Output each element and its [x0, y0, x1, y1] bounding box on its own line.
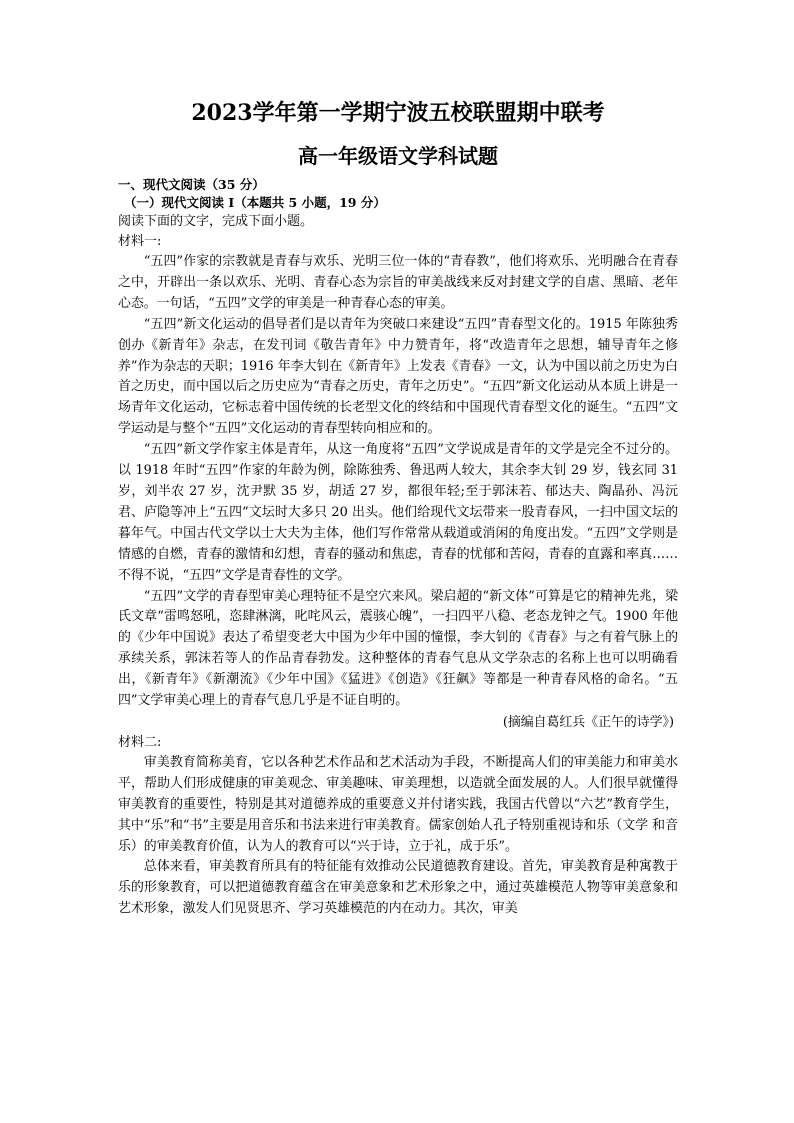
exam-subtitle: 高一年级语文学科试题	[298, 144, 498, 168]
exam-title: 2023学年第一学期宁波五校联盟期中联考	[191, 100, 605, 126]
section-heading: 一、现代文阅读（35 分）	[118, 177, 265, 192]
material-one-source: (摘编自葛红兵《正午的诗学》)	[502, 714, 674, 730]
material-two-paragraph: 总体来看，审美教育所具有的特征能有效推动公民道德教育建设。首先，审美教育是种寓教于 乐的形象教育，可以把道德教育蕴含在审美意象和艺术形象之中，通过英雄模范人物等审美意象和 艺术形象，激发人们见贤思齐、学习英雄模范的内在动力。其次，审美	[118, 859, 678, 917]
material-two-paragraph: 审美教育简称美育，它以各种艺术作品和艺术活动为手段，不断提高人们的审美能力和审美水平，帮助人们形成健康的审美观念、审美趣味、审美理想，以造就全面发展的人。人们很早就懂得审美教育的重要性，特别是其对道德养成的重要意义并付诸实践，我国古代曾以“六艺”教育学生，其中“乐”和“书”主要是用音乐和书法来进行审美教育。儒家创始人孔子特别重视诗和乐（文学 和音乐）的审美教育价值，认为人的教育可以“兴于诗，立于礼，成于乐”。	[118, 754, 678, 854]
reading-instruction: 阅读下面的文字，完成下面小题。	[118, 214, 314, 229]
material-one-paragraph: “五四”文学的青春型审美心理特征不是空穴来风。梁启超的“新文体”可算是它的精神先兆，梁氏文章“雷鸣怒吼，恣肆淋漓，叱咤风云，震骇心魄”，一扫四平八稳、老态龙钟之气。1900 年他的《少年中国说》表达了希望变老大中国为少年中国的憧憬，李大钊的《青春》与之有着气脉上的承续关系，郭沫若等人的作品青春勃发。这种整体的青春气息从文学杂志的名称上也可以明确看出，《新青年》《新潮流》《少年中国》《猛进》《创造》《狂飙》等都是一种青春风格的命名。“五四”文学审美心理上的青春气息几乎是不证自明的。	[118, 588, 678, 709]
material-one-label: 材料一:	[118, 234, 162, 249]
exam-page	[118, 98, 678, 920]
material-one-paragraph: “五四”新文化运动的倡导者们是以青年为突破口来建设“五四”青春型文化的。1915 年陈独秀创办《新青年》杂志，在发刊词《敬告青年》中力赞青年，将“改造青年之思想，辅导青年之修养”作为杂志的天职；1916 年李大钊在《新青年》上发表《青春》一文，认为中国以前之历史为白首之历史，而中国以后之历史应为“青春之历史，青年之历史”。“五四”新文化运动从本质上讲是一场青年文化运动，它标志着中国传统的长老型文化的终结和中国现代青春型文化的诞生。“五四”文学运动是与整个“五四”文化运动的青春型转向相应和的。	[118, 316, 678, 437]
material-two-label: 材料二:	[118, 734, 162, 750]
material-one-paragraph: “五四”作家的宗教就是青春与欢乐、光明三位一体的“青春教”，他们将欢乐、光明融合在青春之中，开辟出一条以欢乐、光明、青春心态为宗旨的审美战线来反对封建文学的自虐、黑暗、老年心态。一句话，“五四”文学的审美是一种青春心态的审美。	[118, 254, 678, 311]
material-one-paragraph: “五四”新文学作家主体是青年，从这一角度将“五四”文学说成是青年的文学是完全不过分的。以 1918 年时“五四”作家的年龄为例，除陈独秀、鲁迅两人较大，其余李大钊 29 岁，钱玄同 31 岁，刘半农 27 岁，沈尹默 35 岁，胡适 27 岁，都很年轻;至于郭沫若、郁达夫、陶晶孙、冯沅君、庐隐等冲上“五四”文坛时大多只 20 出头。他们给现代文坛带来一股青春风，一扫中国文坛的暮年气。中国古代文学以士大夫为主体，他们写作常常从载道或消闲的角度出发。“五四”文学则是情感的自燃，青春的激情和幻想，青春的骚动和焦虑，青春的忧郁和苦闷，青春的直露和率真……不得不说，“五四”文学是青春性的文学。	[118, 442, 678, 583]
subsection-heading: （一）现代文阅读 I（本题共 5 小题，19 分）	[124, 195, 386, 210]
